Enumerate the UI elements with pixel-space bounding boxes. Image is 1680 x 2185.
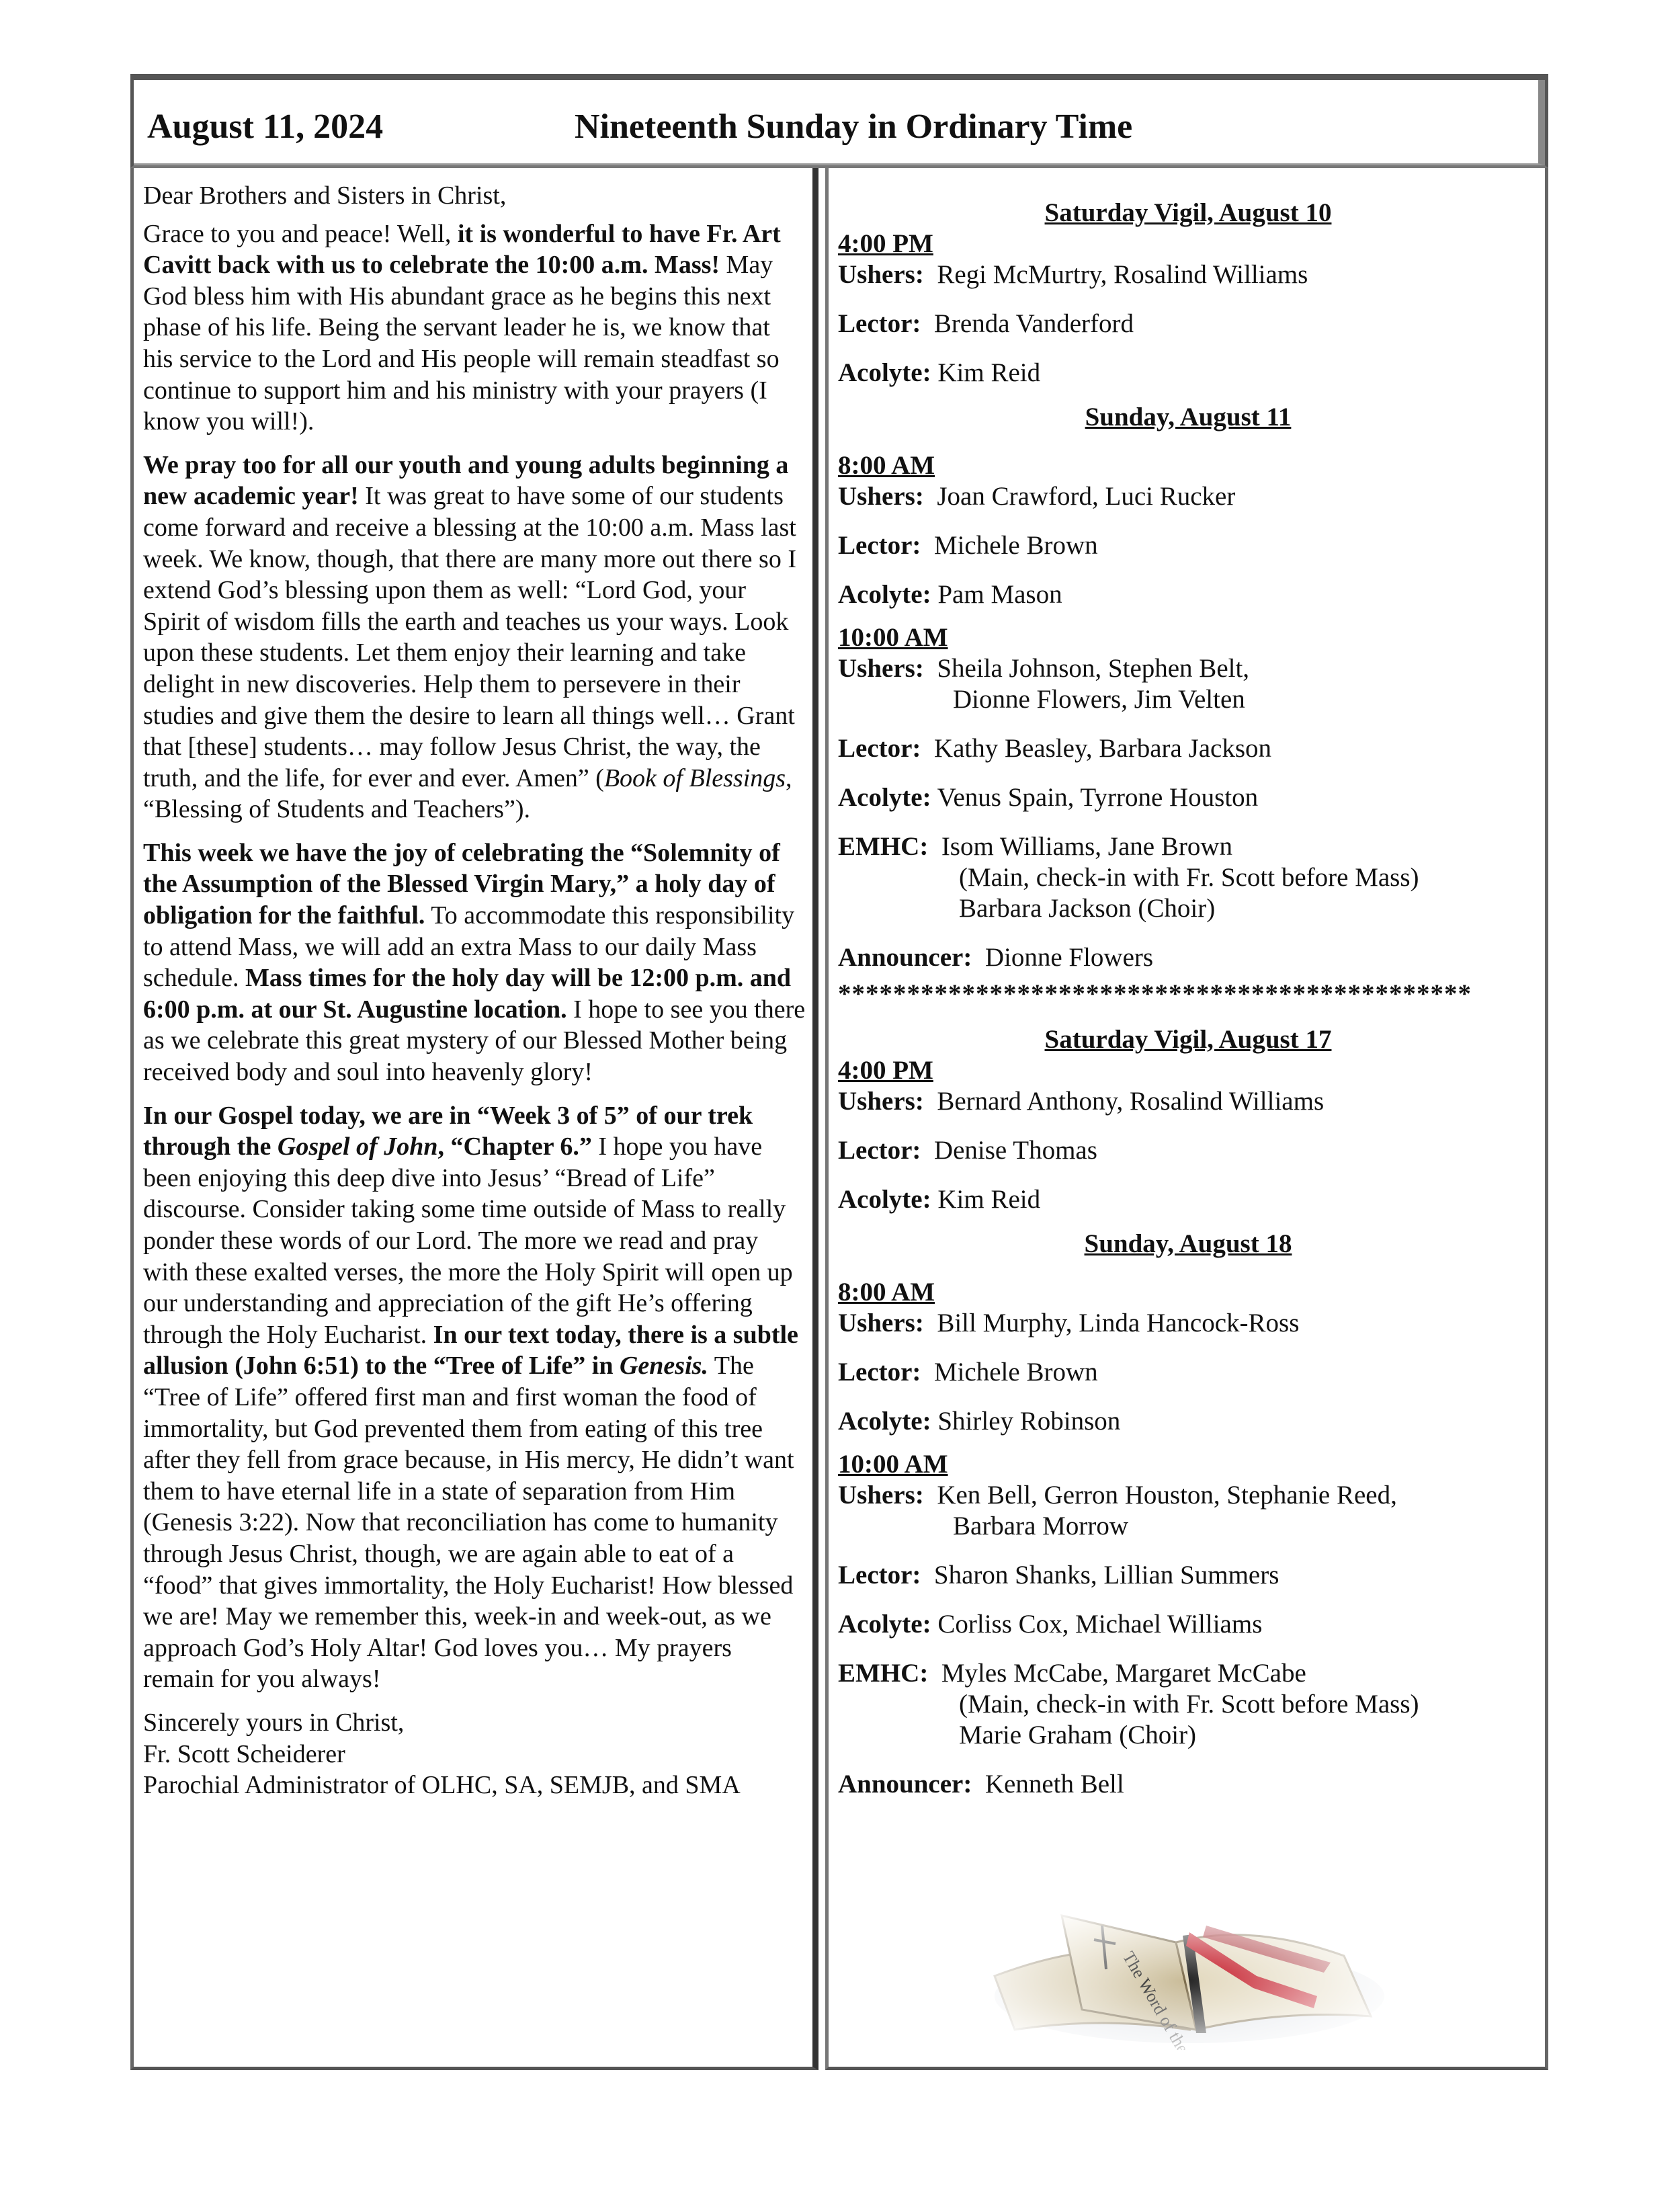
acolyte-label: Acolyte:: [838, 1407, 931, 1436]
lector-names: Michele Brown: [933, 531, 1098, 560]
letter-signature: Fr. Scott Scheiderer: [143, 1739, 345, 1768]
mass-time: 10:00 AM: [838, 623, 948, 652]
lector-label: Lector:: [838, 734, 921, 763]
emhc-names: Myles McCabe, Margaret McCabe: [941, 1659, 1306, 1688]
acolyte-row: [838, 782, 1538, 813]
emhc-label: EMHC:: [838, 832, 929, 861]
announcer-row: [838, 1769, 1538, 1800]
acolyte-label: Acolyte:: [838, 783, 931, 812]
lector-row: [838, 1560, 1538, 1591]
ushers-label: Ushers:: [838, 1481, 924, 1510]
ushers-names-continued: Barbara Morrow: [953, 1512, 1128, 1540]
text-run-bold-italic: Gospel of John: [277, 1132, 438, 1161]
acolyte-label: Acolyte:: [838, 1185, 931, 1214]
announcer-names: Kenneth Bell: [984, 1770, 1124, 1799]
ushers-names: Bill Murphy, Linda Hancock-Ross: [937, 1309, 1300, 1337]
lector-row: [838, 1135, 1538, 1166]
announcer-label: Announcer:: [838, 943, 972, 972]
text-run-bold: We pray too for all our youth and young adults beginning a new academic year!: [143, 450, 789, 511]
letter-paragraph-2: [143, 450, 806, 825]
mass-time: 4:00 PM: [838, 229, 933, 258]
schedule-heading: Sunday, August 18: [1084, 1229, 1292, 1258]
text-run-bold: In our Gospel today, we are in “Week 3 of 5” of our trek through the: [143, 1101, 753, 1161]
acolyte-label: Acolyte:: [838, 358, 931, 387]
mass-time: 8:00 AM: [838, 451, 935, 480]
text-run: The “Tree of Life” offered first man and first woman the food of immortality, but God prevented them from eating of this tree after they fell from grace because, in His mercy, He didn’t want them to have eternal life in a state of separation from Him (Genesis 3:22). Now that reconciliation has come to humanity through Jesus Christ, though, we are again able to eat of a “food” that gives immortality, the Holy Eucharist! How blessed we are! May we remember this, week-in and week-out, as we approach God’s Holy Altar! God loves you… My prayers remain for you always!: [143, 1352, 794, 1694]
section-separator: **********************************************: [838, 979, 1472, 1008]
lector-names: Denise Thomas: [933, 1136, 1097, 1165]
emhc-row: [838, 1658, 1538, 1751]
ushers-row: [838, 259, 1538, 290]
bible-icon: [968, 1895, 1398, 2050]
lector-names: Sharon Shanks, Lillian Summers: [933, 1561, 1279, 1590]
text-run: I hope you have been enjoying this deep dive into Jesus’ “Bread of Life” discourse. Consider taking some time outside of Mass to really ponder these words of our Lord. The more we read and pray with these exalted verses, the more the Holy Spirit will open up our understanding and appreciation of the gift He’s offering through the Holy Eucharist.: [143, 1132, 793, 1349]
ushers-names: Bernard Anthony, Rosalind Williams: [937, 1087, 1325, 1116]
announcer-row: [838, 942, 1538, 973]
acolyte-names: Shirley Robinson: [937, 1407, 1121, 1436]
acolyte-label: Acolyte:: [838, 1610, 931, 1639]
acolyte-names: Pam Mason: [937, 580, 1062, 609]
header-title: Nineteenth Sunday in Ordinary Time: [575, 108, 1133, 146]
text-run-bold: Mass times for the holy day will be 12:00 p.m. and 6:00 p.m. at our St. Augustine location.: [143, 964, 792, 1024]
announcer-names: Dionne Flowers: [984, 943, 1154, 972]
ushers-names-continued: Dionne Flowers, Jim Velten: [953, 685, 1245, 714]
schedule-heading: Saturday Vigil, August 10: [1044, 198, 1332, 227]
ushers-label: Ushers:: [838, 1087, 924, 1116]
emhc-choir: Marie Graham (Choir): [959, 1721, 1197, 1749]
lector-label: Lector:: [838, 1358, 921, 1387]
ushers-names: Regi McMurtry, Rosalind Williams: [937, 260, 1308, 289]
lector-label: Lector:: [838, 309, 921, 338]
letter-paragraph-3: [143, 837, 806, 1088]
text-run: I hope to see you there as we celebrate this great mystery of our Blessed Mother being received body and soul into heavenly glory!: [143, 995, 806, 1087]
ushers-label: Ushers:: [838, 654, 924, 683]
lector-row: [838, 1357, 1538, 1388]
acolyte-names: Corliss Cox, Michael Williams: [937, 1610, 1263, 1639]
lector-names: Brenda Vanderford: [933, 309, 1134, 338]
acolyte-row: [838, 358, 1538, 388]
pastor-letter: [130, 168, 818, 2070]
text-run-bold: , “Chapter 6.”: [437, 1132, 592, 1161]
text-run-bold: In our text today, there is a subtle allusion (John 6:51) to the “Tree of Life” in: [143, 1320, 798, 1380]
ushers-label: Ushers:: [838, 482, 924, 511]
acolyte-row: [838, 1184, 1538, 1215]
letter-role: Parochial Administrator of OLHC, SA, SEMJB, and SMA: [143, 1771, 741, 1800]
emhc-note: (Main, check-in with Fr. Scott before Mass): [959, 863, 1419, 892]
header-date: August 11, 2024: [147, 108, 384, 146]
emhc-row: [838, 831, 1538, 924]
schedule-heading: Sunday, August 11: [1085, 403, 1292, 431]
text-run-bold-italic: Genesis.: [619, 1352, 708, 1380]
text-run-bold: it is wonderful to have Fr. Art Cavitt back with us to celebrate the 10:00 a.m. Mass!: [143, 219, 781, 280]
page-header: [130, 74, 1548, 168]
mass-time: 8:00 AM: [838, 1278, 935, 1307]
lector-names: Michele Brown: [933, 1358, 1098, 1387]
ushers-row: [838, 1480, 1538, 1542]
text-run: Grace to you and peace! Well,: [143, 219, 458, 248]
lector-label: Lector:: [838, 531, 921, 560]
text-run-bold: This week we have the joy of celebrating the “Solemnity of the Assumption of the Blessed Virgin Mary,” a holy day of obligation for the faithful.: [143, 838, 780, 930]
letter-greeting: Dear Brothers and Sisters in Christ,: [143, 181, 507, 210]
emhc-label: EMHC:: [838, 1659, 929, 1688]
ushers-row: [838, 1086, 1538, 1117]
ministry-schedule: [825, 168, 1548, 2070]
lector-row: [838, 530, 1538, 561]
text-run-italic: Book of Blessings: [603, 764, 786, 792]
acolyte-row: [838, 579, 1538, 610]
emhc-note: (Main, check-in with Fr. Scott before Mass): [959, 1690, 1419, 1719]
ushers-label: Ushers:: [838, 260, 924, 289]
acolyte-names: Kim Reid: [937, 358, 1041, 387]
lector-row: [838, 308, 1538, 339]
emhc-choir: Barbara Jackson (Choir): [959, 894, 1216, 923]
lector-label: Lector:: [838, 1136, 921, 1165]
lector-row: [838, 733, 1538, 764]
ushers-names: Ken Bell, Gerron Houston, Stephanie Reed,: [937, 1481, 1397, 1510]
lector-names: Kathy Beasley, Barbara Jackson: [933, 734, 1272, 763]
acolyte-label: Acolyte:: [838, 580, 931, 609]
ushers-row: [838, 1308, 1538, 1339]
ushers-label: Ushers:: [838, 1309, 924, 1337]
ushers-row: [838, 653, 1538, 715]
ushers-names: Sheila Johnson, Stephen Belt,: [937, 654, 1250, 683]
acolyte-row: [838, 1406, 1538, 1437]
mass-time: 4:00 PM: [838, 1056, 933, 1085]
emhc-names: Isom Williams, Jane Brown: [941, 832, 1232, 861]
text-run: It was great to have some of our students come forward and receive a blessing at the 10:00 a.m. Mass last week. We know, though, that there are many more out there so I extend God’s blessing upon them as well: “Lord God, your Spirit of wisdom fills the earth and teaches us your ways. Look upon these students. Let them enjoy their learning and take delight in new discoveries. Help them to persevere in their studies and give them the desire to learn all things well… Grant that [these] students… may follow Jesus Christ, the way, the truth, and the life, for ever and ever. Amen” (: [143, 482, 796, 792]
text-run: May God bless him with His abundant grace as he begins this next phase of his life. Being the servant leader he is, we know that his service to the Lord and His people will remain steadfast so continue to support him and his ministry with your prayers (I know you will!).: [143, 251, 780, 436]
acolyte-names: Kim Reid: [937, 1185, 1041, 1214]
ushers-row: [838, 481, 1538, 512]
letter-signoff: [143, 1707, 806, 1801]
acolyte-row: [838, 1609, 1538, 1640]
letter-paragraph-4: [143, 1100, 806, 1695]
text-run: , “Blessing of Students and Teachers”).: [143, 764, 792, 824]
schedule-heading: Saturday Vigil, August 17: [1044, 1025, 1332, 1054]
mass-time: 10:00 AM: [838, 1450, 948, 1479]
text-run: To accommodate this responsibility to attend Mass, we will add an extra Mass to our daily Mass schedule.: [143, 901, 795, 993]
letter-paragraph-1: [143, 218, 806, 438]
acolyte-names: Venus Spain, Tyrrone Houston: [937, 783, 1259, 812]
ushers-names: Joan Crawford, Luci Rucker: [937, 482, 1236, 511]
lector-label: Lector:: [838, 1561, 921, 1590]
announcer-label: Announcer:: [838, 1770, 972, 1799]
letter-closing: Sincerely yours in Christ,: [143, 1708, 405, 1737]
